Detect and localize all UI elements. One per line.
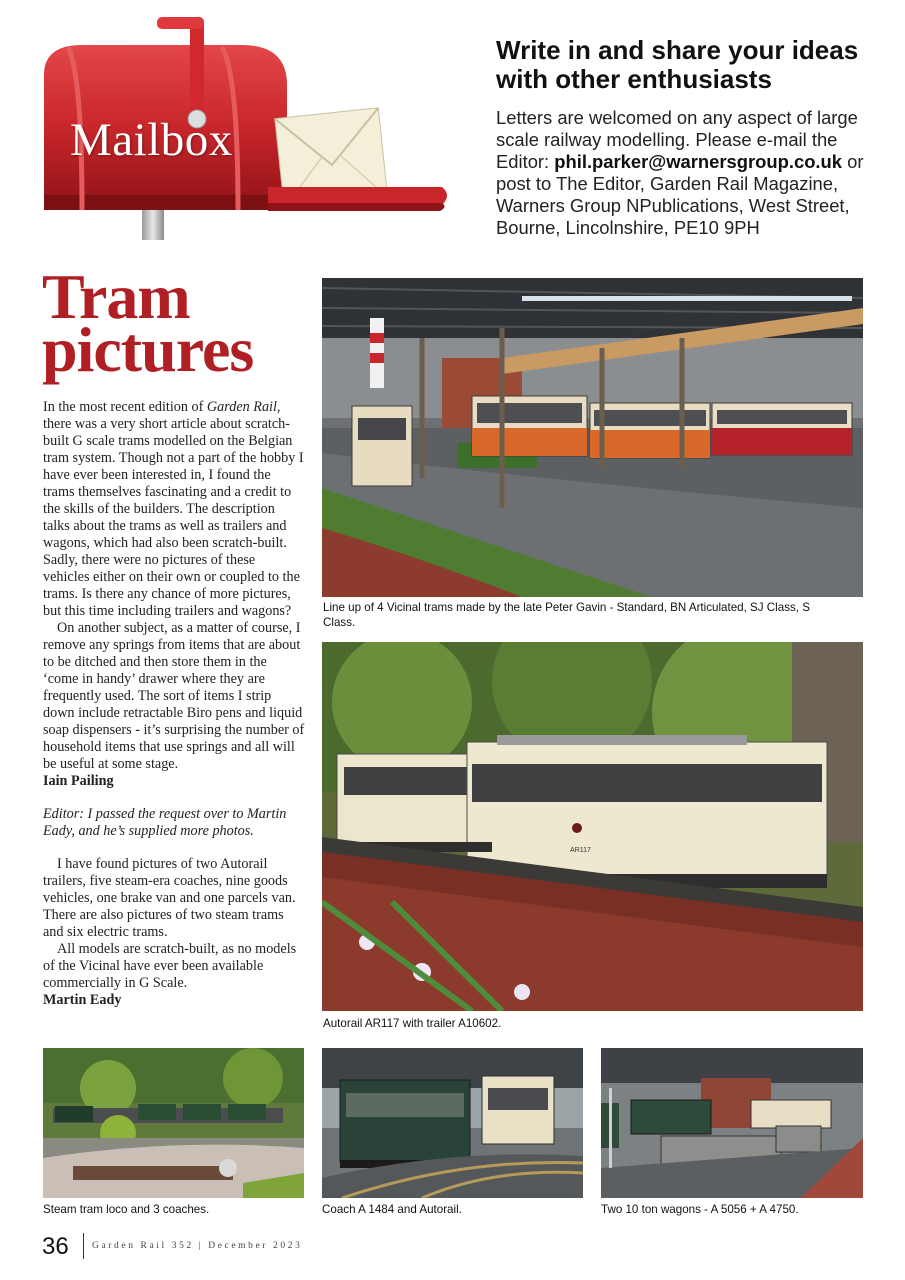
- p1-text-a: In the most recent edition of: [43, 399, 207, 415]
- footer-divider: [83, 1233, 84, 1259]
- caption-steam-tram: Steam tram loco and 3 coaches.: [43, 1203, 210, 1216]
- article-title: Tram pictures: [42, 261, 254, 385]
- caption-tram-lineup: Line up of 4 Vicinal trams made by the late Peter Gavin - Standard, BN Articulated, SJ Class, S Class.: [323, 601, 810, 629]
- editor-email-link[interactable]: phil.parker@warnersgroup.co.uk: [554, 151, 842, 172]
- editor-note-text: Editor: I passed the request over to Martin Eady, and he’s supplied more photos.: [43, 806, 287, 839]
- paragraph-3: I have found pictures of two Autorail trailers, five steam-era coaches, nine goods vehicles, one brake van and one parcels van. There are also pictures of two steam trams and six electric trams.: [43, 856, 296, 940]
- wagons-photo: [601, 1048, 863, 1198]
- intro-heading: Write in and share your ideas with other enthusiasts: [496, 35, 859, 94]
- steam-tram-photo: [43, 1048, 304, 1198]
- intro-after: or post to The Editor, Garden Rail Magazine, Warners Group NPublications, West Street, Bourne, Lincolnshire, PE10 9PH: [496, 151, 864, 238]
- paragraph-2: On another subject, as a matter of course, I remove any springs from items that are about to be ditched and then store them in the ‘come in handy’ drawer where they are frequently used. The sort of items I strip down include retractable Biro pens and liquid soap dispensers - it’s surprising the number of household items that use springs and all will be useful at some stage.: [43, 620, 305, 772]
- intro-before: Letters are welcomed on any aspect of large scale railway modelling. Please e-mail the Editor:: [496, 107, 858, 172]
- page-number: 36: [42, 1233, 69, 1260]
- coach-photo: [322, 1048, 583, 1198]
- caption-coach: Coach A 1484 and Autorail.: [322, 1203, 462, 1216]
- intro-text: [496, 107, 876, 239]
- signature-iain: Iain Pailing: [43, 773, 114, 789]
- caption-autorail: Autorail AR117 with trailer A10602.: [323, 1017, 502, 1030]
- mailbox-label: Mailbox: [70, 114, 233, 166]
- ar-number-label: AR117: [570, 847, 591, 854]
- caption-wagons: Two 10 ton wagons - A 5056 + A 4750.: [601, 1203, 799, 1216]
- paragraph-1: [43, 399, 305, 620]
- signature-martin: Martin Eady: [43, 992, 122, 1008]
- autorail-photo: [322, 642, 863, 1011]
- p1-italic: Garden Rail: [206, 399, 277, 415]
- tram-lineup-photo: [322, 278, 863, 597]
- paragraph-4: All models are scratch-built, as no models of the Vicinal have ever been available commercially in G Scale.: [43, 941, 297, 991]
- mailbox-graphic: [42, 15, 452, 240]
- article-body: [43, 399, 305, 1009]
- editor-note: [43, 806, 305, 840]
- p1-text-b: , there was a very short article about scratch-built G scale trams modelled on the Belgian tram system. Though not a part of the hobby I have ever been interested in, I found the trams themselves fascinating and a credit to the skills of the builders. The description talks about the trams as well as trailers and wagons, which had also been scratch-built. Sadly, there were no pictures of these vehicles either on their own or coupled to the trams. Is there any chance of more pictures, but this time including trailers and wagons?: [43, 399, 304, 619]
- publication-info: Garden Rail 352 | December 2023: [92, 1241, 303, 1251]
